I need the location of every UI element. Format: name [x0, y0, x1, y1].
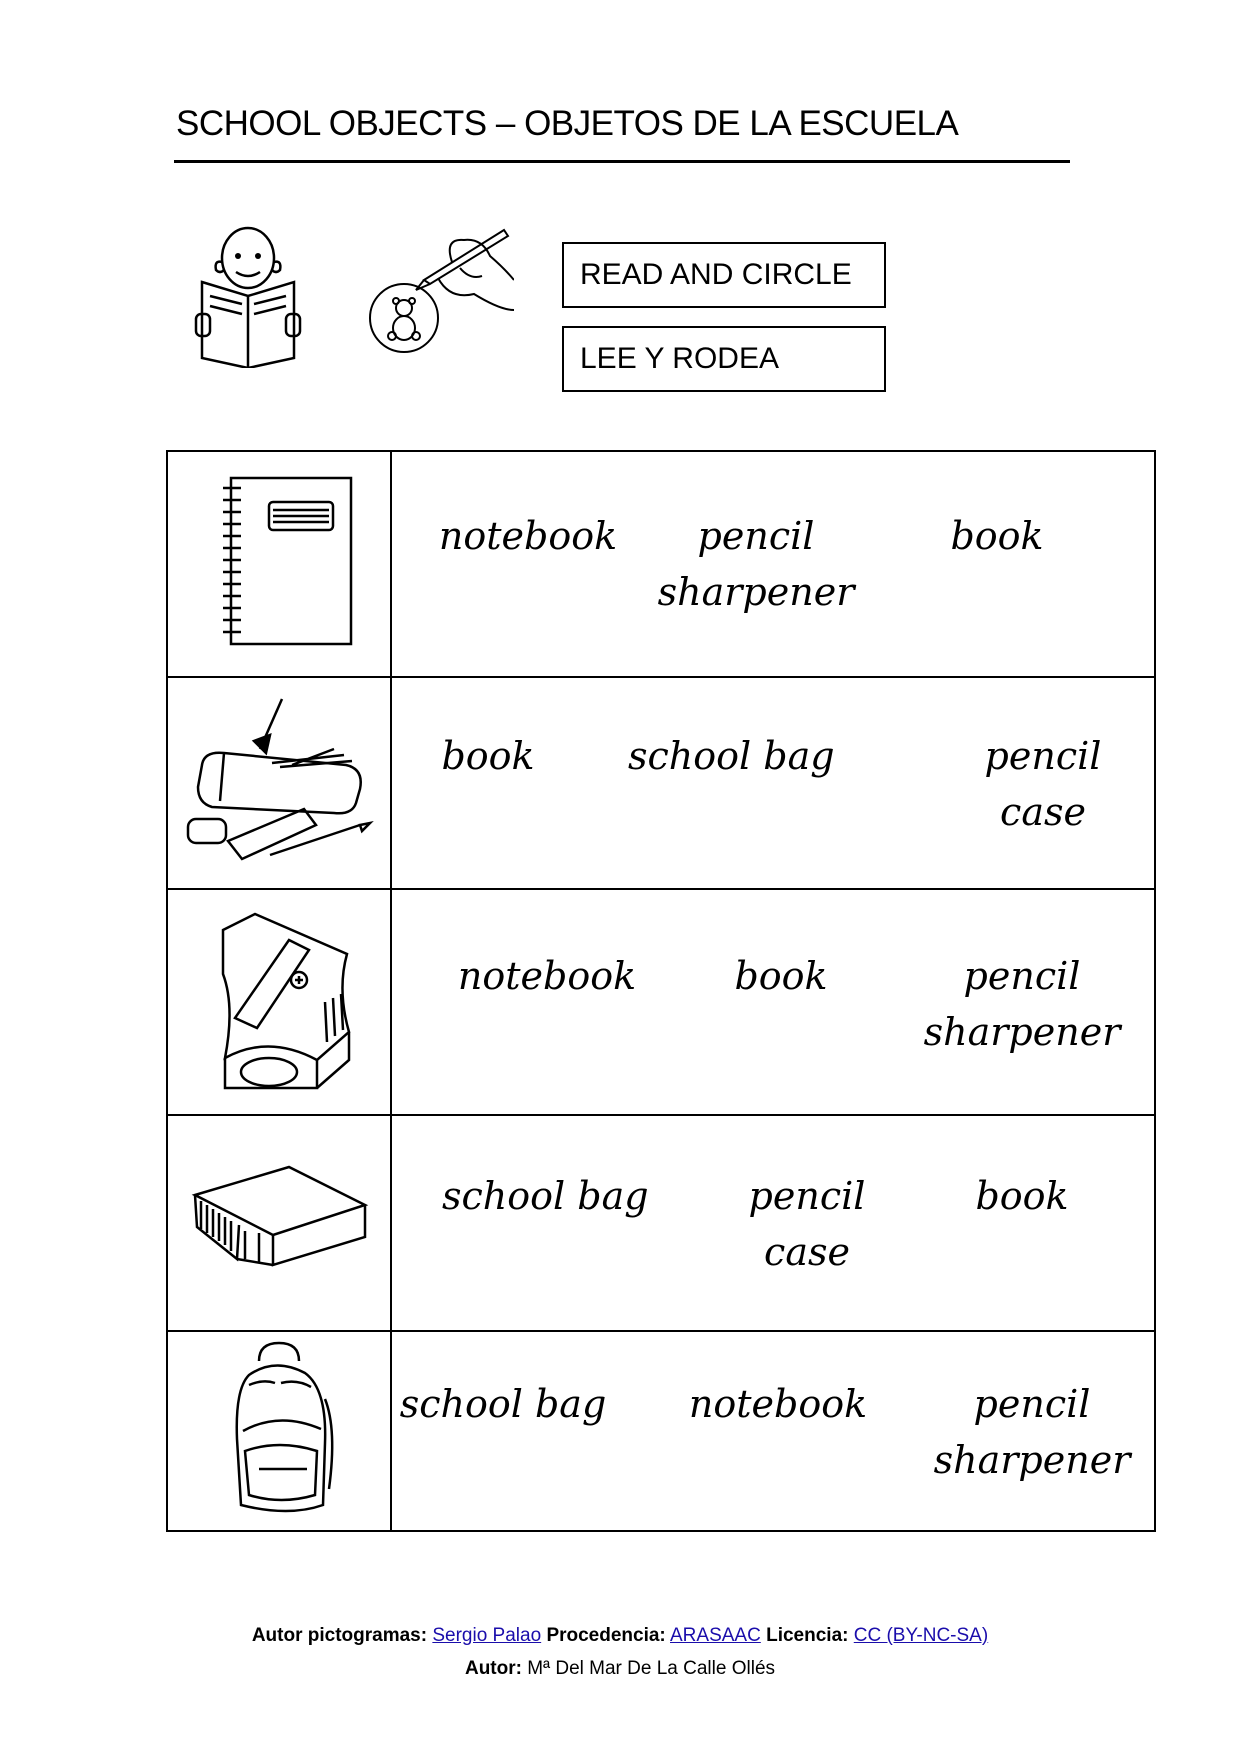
word-option[interactable]: pencil case: [984, 734, 1102, 834]
table-row: [167, 677, 1155, 889]
page-title: SCHOOL OBJECTS – OBJETOS DE LA ESCUELA: [176, 104, 959, 143]
pencil-sharpener-picture: [167, 889, 391, 1115]
license-link[interactable]: CC (BY-NC-SA): [853, 1625, 989, 1646]
word-option[interactable]: pencil case: [748, 1174, 866, 1274]
word-option[interactable]: pencil sharpener: [923, 954, 1121, 1054]
table-row: [167, 1331, 1155, 1531]
options-cell: [391, 1115, 1155, 1331]
book-icon: [189, 1161, 369, 1281]
book-picture: [167, 1115, 391, 1331]
word-option[interactable]: book: [950, 514, 1044, 558]
footer-label: Autor pictogramas:: [251, 1625, 428, 1646]
word-option[interactable]: school bag: [442, 1174, 649, 1218]
exercise-table: [166, 450, 1156, 1532]
source-link[interactable]: ARASAAC: [670, 1625, 761, 1646]
options-cell: [391, 889, 1155, 1115]
word-option[interactable]: notebook: [438, 514, 618, 558]
notebook-picture: [167, 451, 391, 677]
footer-credits: [0, 1625, 1240, 1647]
table-row: [167, 889, 1155, 1115]
instruction-english: READ AND CIRCLE: [562, 242, 886, 308]
title-underline: [174, 160, 1070, 163]
footer-author: [0, 1658, 1240, 1680]
word-option[interactable]: book: [441, 734, 535, 778]
word-option[interactable]: book: [975, 1174, 1069, 1218]
notebook-icon: [199, 472, 359, 652]
school-bag-icon: [219, 1339, 339, 1519]
options-cell: [391, 1331, 1155, 1531]
word-option[interactable]: notebook: [457, 954, 637, 998]
footer-label: Autor:: [464, 1658, 522, 1679]
hand-circling-teddy-icon: [364, 228, 514, 358]
pencil-case-picture: [167, 677, 391, 889]
word-option[interactable]: school bag: [399, 1382, 607, 1426]
options-cell: [391, 451, 1155, 677]
instruction-spanish: LEE Y RODEA: [562, 326, 886, 392]
pencil-sharpener-icon: [199, 910, 359, 1090]
table-row: [167, 1115, 1155, 1331]
pencil-case-icon: [184, 691, 374, 871]
author-name: Mª Del Mar De La Calle Ollés: [527, 1658, 776, 1679]
word-option[interactable]: book: [734, 954, 828, 998]
footer-label: Licencia:: [766, 1625, 849, 1646]
word-option[interactable]: school bag: [628, 734, 835, 778]
options-cell: [391, 677, 1155, 889]
footer-label: Procedencia:: [546, 1625, 666, 1646]
school-bag-picture: [167, 1331, 391, 1531]
author-link[interactable]: Sergio Palao: [432, 1625, 542, 1646]
table-row: [167, 451, 1155, 677]
word-option[interactable]: notebook: [688, 1382, 868, 1426]
word-option[interactable]: pencil sharpener: [933, 1382, 1131, 1482]
word-option[interactable]: pencil sharpener: [657, 514, 855, 614]
child-reading-book-icon: [192, 222, 304, 368]
